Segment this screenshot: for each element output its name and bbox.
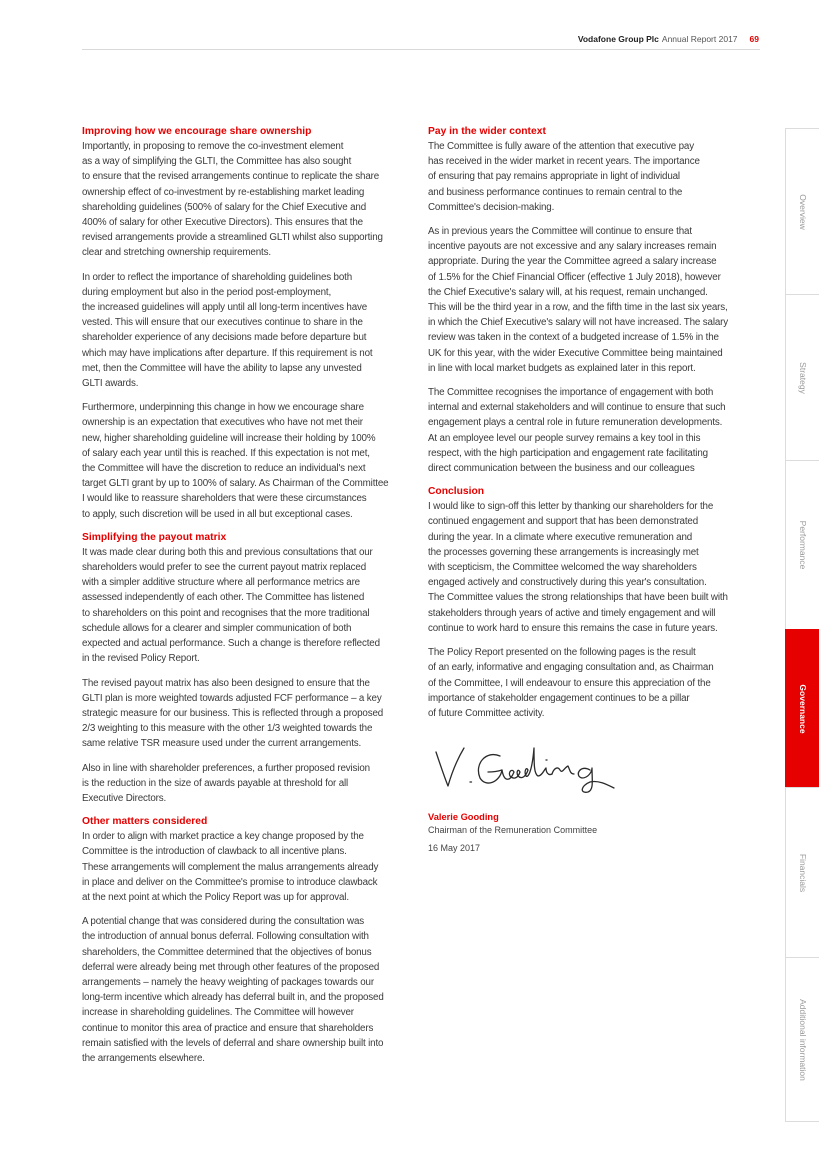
paragraph: Furthermore, underpinning this change in how we encourage share ownership is an expectation that executives who have not met their new, higher shareholding guideline will increase their holding by 100% of salary each year until this is reached. If this expectation is not met, the Committee will have the discretion to reduce an individual's next target GLTI grant by up to 100% of salary. As Chairman of the Committee I would like to reassure shareholders that were these circumstances to apply, such discretion will be used in all but exceptional cases. [82, 402, 389, 520]
section-title-conclusion: Conclusion [428, 486, 485, 498]
right-column [428, 125, 758, 855]
company-name: Vodafone Group Plc [577, 34, 659, 44]
section-side-nav [785, 128, 819, 1122]
signer-name: Valerie Gooding [428, 812, 499, 823]
paragraph: A potential change that was considered during the consultation was the introduction of annual bonus deferral. Following consultation with shareholders, the Committee determined that the objectives of bonus deferral were already being met through other features of the proposed arrangements – namely the heavy weighting of packages towards our long-term incentive which already has deferral built in, and the proposed increase in shareholding guidelines. The Committee will however continue to monitor this area of practice and ensure that shareholders remain satisfied with the levels of deferral and share ownership built into the arrangements elsewhere. [82, 916, 384, 1064]
paragraph: Also in line with shareholder preferences, a further proposed revision is the reduction in the size of awards payable at threshold for all Executive Directors. [82, 762, 370, 804]
side-tab-financials[interactable] [785, 787, 819, 957]
section-title-payout-matrix: Simplifying the payout matrix [82, 531, 227, 543]
side-tab-governance[interactable] [785, 629, 819, 787]
paragraph: In order to reflect the importance of shareholding guidelines both during employment but also in the period post-employment, the increased guidelines will apply until all long-term incentives have vested. This will ensure that our executives continue to share in the shareholder experience of any decisions made before departure but which may have implications after departure. If this requirement is not met, then the Committee will have the ability to lapse any unvested GLTI awards. [82, 271, 373, 390]
paragraph: The revised payout matrix has also been designed to ensure that the GLTI plan is more weighted towards adjusted FCF performance – a key strategic measure for our business. This is reflected through a proposed 2/3 weighting to this measure with the other 1/3 weighted towards the same relative TSR measure used under the current arrangements. [82, 677, 384, 750]
side-tab-label: Performance [797, 520, 808, 570]
section-title-wider-context: Pay in the wider context [428, 126, 546, 137]
paragraph: The Policy Report presented on the following pages is the result of an early, informative and engaging consultation and, as Chairman of the Committee, I will endeavour to ensure this appreciation of the importance of stakeholder engagement continues to be a pillar of future Committee activity. [428, 647, 714, 719]
header-divider [82, 49, 760, 50]
page-number: 69 [749, 34, 759, 44]
side-tab-overview[interactable] [785, 128, 819, 294]
handwritten-signature [430, 742, 620, 798]
left-column [82, 125, 412, 1075]
side-tab-label: Governance [797, 683, 808, 734]
signer-title: Chairman of the Remuneration Committee [428, 825, 598, 836]
side-tab-label: Additional information [797, 998, 808, 1081]
paragraph: The Committee is fully aware of the attention that executive pay has received in the wider market in recent years. The importance of ensuring that pay remains appropriate in light of individual and business performance continues to remain central to the Committee's decision-making. [428, 141, 700, 213]
report-name: Annual Report 2017 [661, 34, 738, 44]
side-tab-additional-information[interactable] [785, 957, 819, 1122]
side-tab-label: Financials [797, 853, 808, 892]
side-tab-performance[interactable] [785, 460, 819, 629]
side-tab-strategy[interactable] [785, 294, 819, 460]
section-title-other-matters: Other matters considered [82, 816, 208, 828]
paragraph: I would like to sign-off this letter by thanking our shareholders for the continued engagement and support that has been demonstrated during the year. In a climate where executive remuneration and the processes governing these arrangements is increasingly met with scepticism, the Committee welcomed the way shareholders engaged actively and constructively during this year's consultation. The Committee values the strong relationships that have been built with stakeholders through years of active and timely engagement and will continue to work hard to ensure this remains the case in future years. [428, 501, 728, 634]
paragraph: Importantly, in proposing to remove the co-investment element as a way of simplifying the GLTI, the Committee has also sought to ensure that the revised arrangements continue to replicate the share ownership effect of co-investment by re-establishing market leading shareholding guidelines (500% of salary for the Chief Executive and 400% of salary for other Executive Directors). This ensures that the revised arrangements provide a streamlined GLTI whilst also supporting clear and stretching ownership requirements. [82, 141, 383, 259]
letter-date: 16 May 2017 [428, 843, 481, 854]
side-tab-label: Overview [797, 193, 808, 230]
side-tab-label: Strategy [797, 361, 808, 394]
paragraph: It was made clear during both this and previous consultations that our shareholders would prefer to see the current payout matrix replaced with a simpler additive structure where all performance metrics are assessed independently of each other. The Committee has listened to shareholders on this point and recognises that the more traditional schedule allows for a clearer and simpler communication of both expected and actual performance. Such a change is therefore reflected in the revised Policy Report. [82, 546, 380, 665]
paragraph: In order to align with market practice a key change proposed by the Committee is the introduction of clawback to all incentive plans. These arrangements will complement the malus arrangements already in place and deliver on the Committee's promise to introduce clawback at the next point at which the Policy Report was up for approval. [82, 831, 379, 903]
page-header [578, 34, 759, 44]
paragraph: The Committee recognises the importance of engagement with both internal and external stakeholders and will continue to ensure that such engagement plays a central role in future remuneration developments. At an employee level our people survey remains a key tool in this respect, with the high participation and engagement rate facilitating direct communication between the business and our colleagues [428, 387, 726, 475]
paragraph: As in previous years the Committee will continue to ensure that incentive payouts are not excessive and any salary increases remain appropriate. During the year the Committee agreed a salary increase of 1.5% for the Chief Financial Officer (effective 1 July 2018), however the Chief Executive's salary will, at his request, remain unchanged. This will be the third year in a row, and the fifth time in the last six years, in which the Chief Executive's salary will not have increased. The salary review was taken in the context of a budgeted increase of 1.5% in the UK for this year, with the wider Executive Committee being maintained in line with local market budgets as explained later in this report. [428, 226, 729, 374]
section-title-share-ownership: Improving how we encourage share ownership [82, 126, 312, 137]
